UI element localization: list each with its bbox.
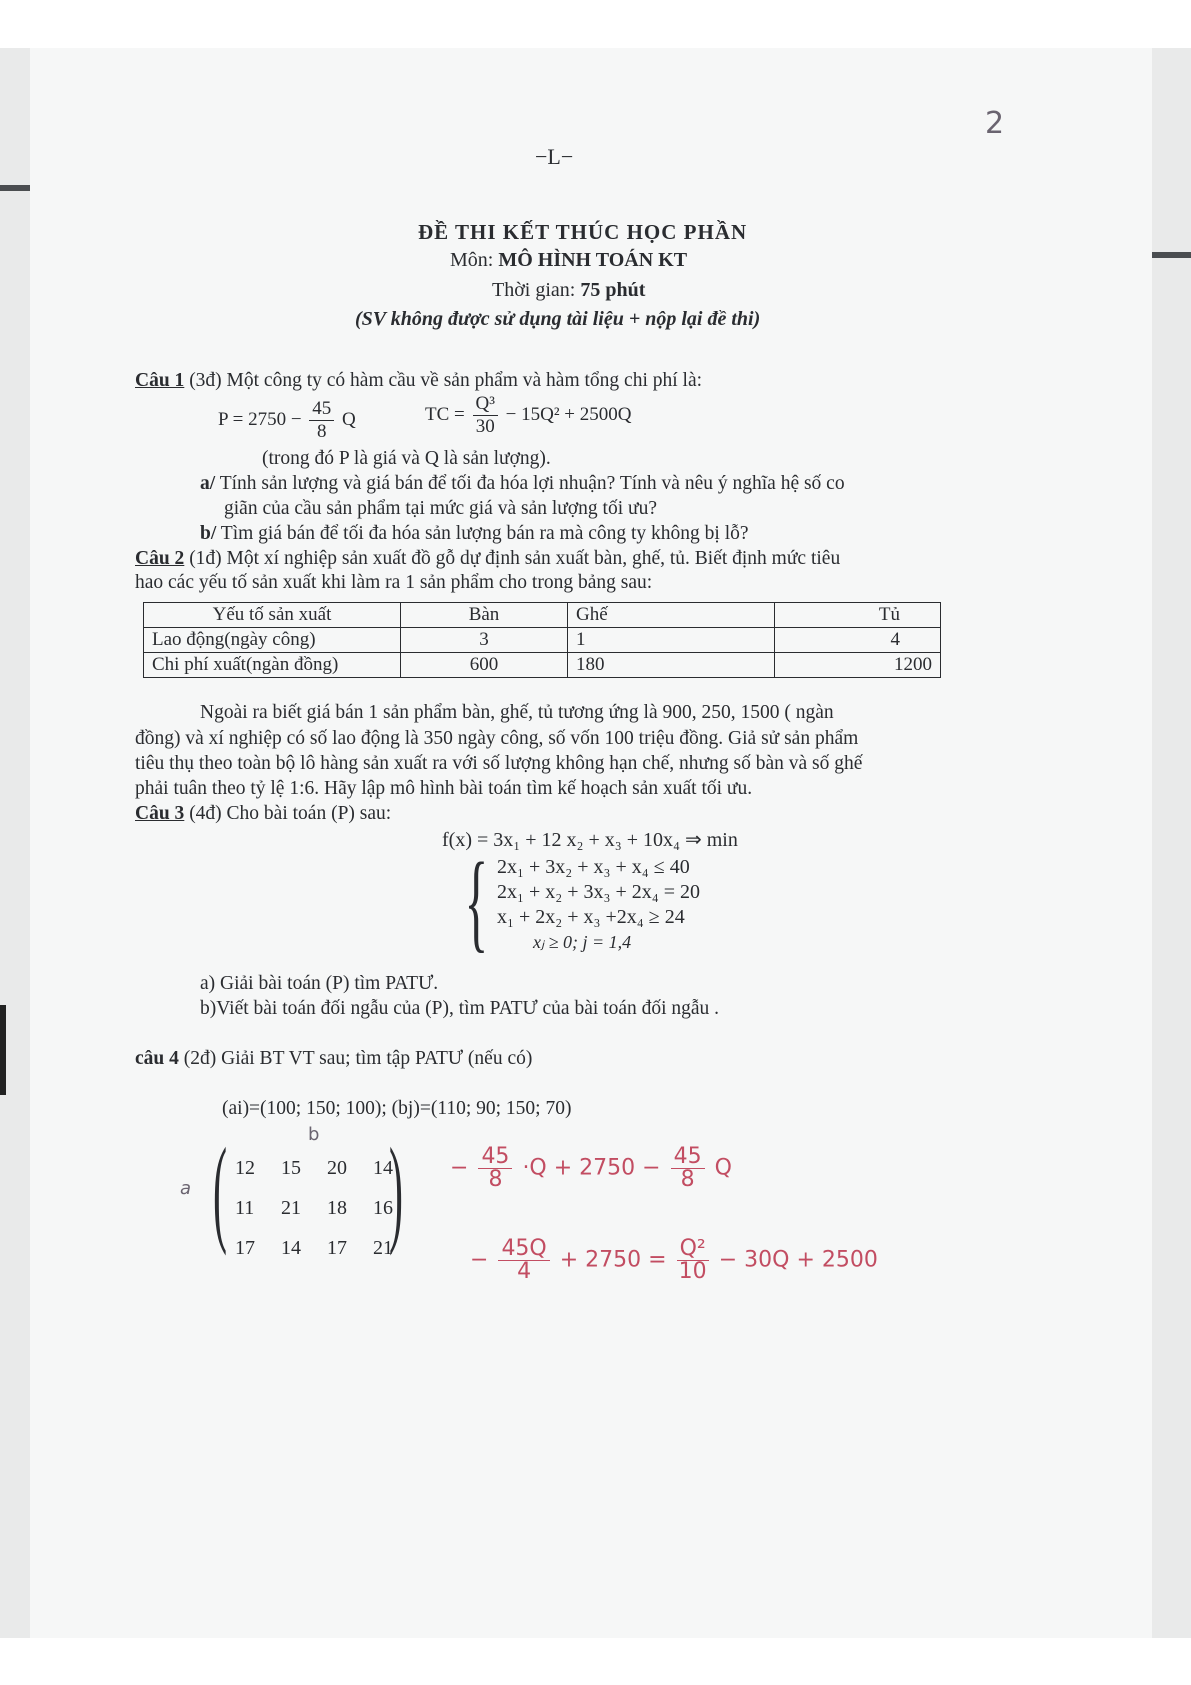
table-header-cell: Bàn [401,603,568,628]
handwritten-note-line-2: − $\frac{45Q}{4}$ + 2750 = $\frac{\text{Q²}}{10}$ − 30Q + 2500 [470,1236,878,1284]
table-cell: 3 [401,628,568,653]
matrix-left-paren: ( [212,1123,227,1256]
photo-edge-shadow [0,1005,6,1095]
handwritten-b-mark: b [308,1124,320,1145]
question-2-para-3: tiêu thụ theo toàn bộ lô hàng sản xuất ra với số lượng không hạn chế, nhưng số bàn và số ghế [135,753,863,774]
exam-note: (SV không được sử dụng tài liệu + nộp lại đề thi) [355,308,761,330]
exam-subject: Môn: MÔ HÌNH TOÁN KT [450,249,688,271]
table-row [144,653,941,678]
question-2-intro: Câu 2 (1đ) Một xí nghiệp sản xuất đồ gỗ dự định sản xuất bàn, ghế, tủ. Biết định mức tiêu [135,548,841,569]
matrix-row: 17 14 17 21 [235,1237,393,1259]
table-cell: 180 [568,653,775,678]
constraint-brace: { [464,840,489,962]
question-3-intro: Câu 3 (4đ) Cho bài toán (P) sau: [135,803,392,824]
table-cell: Chi phí xuất(ngàn đồng) [144,653,401,678]
question-2-para-2: đồng) và xí nghiệp có số lao động là 350 ngày công, số vốn 100 triệu đồng. Giả sử sản phẩm [135,728,859,749]
table-header-row [144,603,941,628]
constraint-1: 2x₁ + 3x₂ + x₃ + x₄ ≤ 40 [497,856,690,878]
table-cell: 600 [401,653,568,678]
production-table [143,602,941,678]
table-cell: 4 [775,628,941,653]
matrix-right-paren: ) [388,1123,403,1256]
question-1-part-a: a/ Tính sản lượng và giá bán để tối đa hóa lợi nhuận? Tính và nêu ý nghĩa hệ số co [200,473,845,494]
matrix-row: 12 15 20 14 [235,1157,393,1179]
constraint-3: x₁ + 2x₂ + x₃ +2x₄ ≥ 24 [497,906,685,928]
table-header-cell: Tủ [775,603,941,628]
exam-time: Thời gian: 75 phút [492,279,646,301]
matrix-row: 11 21 18 16 [235,1197,393,1219]
demand-function: P = 2750 − $\frac{45}{8}$ Q [218,398,356,442]
question-2-para-1: Ngoài ra biết giá bán 1 sản phẩm bàn, ghế, tủ tương ứng là 900, 250, 1500 ( ngàn [200,702,834,723]
table-cell: Lao động(ngày công) [144,628,401,653]
objective-function: f(x) = 3x₁ + 12 x₂ + x₃ + 10x₄ ⇒ min [442,829,738,851]
supply-demand-vectors: (ai)=(100; 150; 100); (bj)=(110; 90; 150; 70) [222,1098,572,1119]
table-row [144,628,941,653]
question-2-para-4: phải tuân theo tỷ lệ 1:6. Hãy lập mô hình bài toán tìm kế hoạch sản xuất tối ưu. [135,778,753,799]
exam-title: ĐỀ THI KẾT THÚC HỌC PHẦN [418,220,748,244]
table-cell: 1 [568,628,775,653]
question-1-intro: Câu 1 (3đ) Một công ty có hàm cầu về sản phẩm và hàm tổng chi phí là: [135,370,703,391]
table-header-cell: Ghế [568,603,775,628]
floor-tile-line [0,185,30,191]
question-3-part-a: a) Giải bài toán (P) tìm PATƯ. [200,973,439,994]
photo-border-top [0,0,1191,48]
handwritten-a-mark: a [180,1178,192,1199]
question-4-intro: câu 4 (2đ) Giải BT VT sau; tìm tập PATƯ (nếu có) [135,1048,533,1069]
total-cost-function: TC = $\frac{\text{Q³}}{30}$ − 15Q² + 2500Q [425,393,632,437]
page-mark: −L− [535,144,574,169]
question-1-part-a-cont: giãn của cầu sản phẩm tại mức giá và sản lượng tối ưu? [224,498,657,519]
handwritten-note-line-1: − $\frac{45}{8}$ ·Q + 2750 − $\frac{45}{8}$ Q [450,1144,732,1192]
floor-tile-line [1150,252,1191,258]
table-header-cell: Yếu tố sản xuất [144,603,401,628]
question-1-part-b: b/ Tìm giá bán để tối đa hóa sản lượng bán ra mà công ty không bị lỗ? [200,523,749,544]
exam-paper [30,48,1152,1638]
table-cell: 1200 [775,653,941,678]
cost-matrix [235,1148,403,1268]
constraint-2: 2x₁ + x₂ + 3x₃ + 2x₄ = 20 [497,881,701,903]
question-3-part-b: b)Viết bài toán đối ngẫu của (P), tìm PATƯ của bài toán đối ngẫu . [200,998,720,1019]
question-2-intro-cont: hao các yếu tố sản xuất khi làm ra 1 sản phẩm cho trong bảng sau: [135,572,653,593]
photo-border-bottom [0,1638,1191,1685]
question-1-legend: (trong đó P là giá và Q là sản lượng). [262,448,551,469]
nonnegativity-condition: xⱼ ≥ 0; j = 1,4 [533,932,632,952]
page-number: 2 [985,106,1005,141]
